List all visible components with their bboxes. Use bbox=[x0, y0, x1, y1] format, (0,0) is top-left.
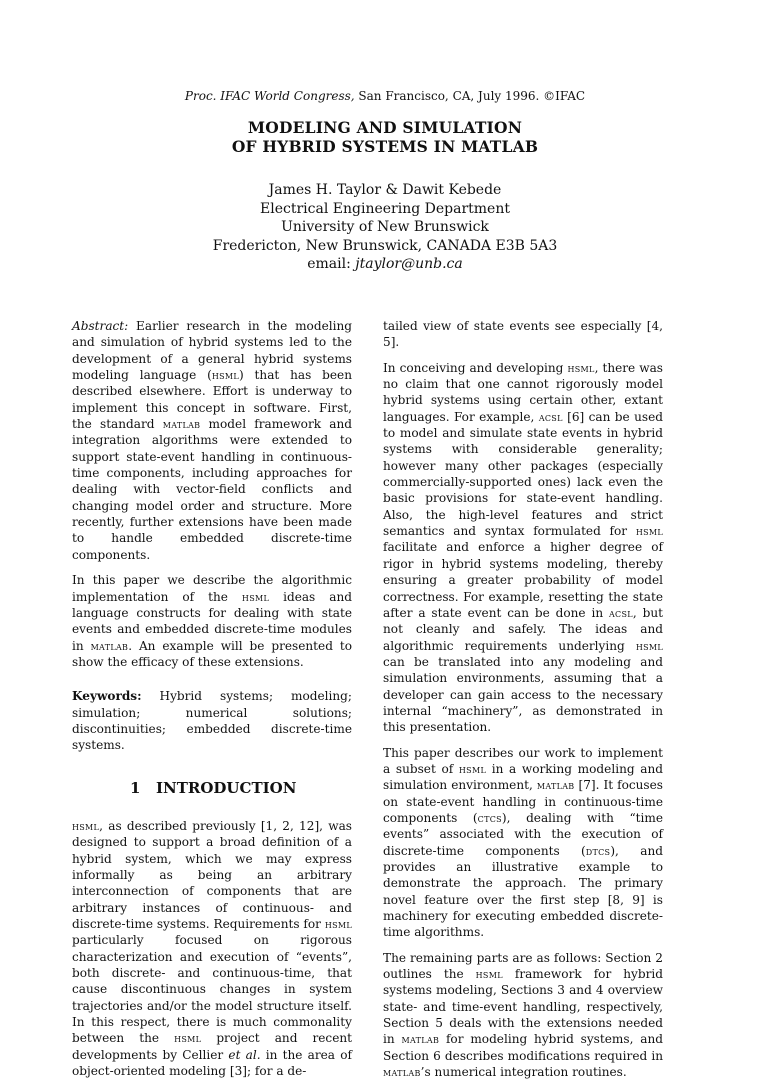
section-heading-introduction bbox=[72, 780, 352, 796]
intro-paragraph-4: The remaining parts are as follows: Section 2 outlines the hsml framework for hybrid systems modeling, Sections 3 and 4 overview state- and time-event handling, respectively, Section 5 deals with the extensions needed in matlab for modeling hybrid systems, and Section 6 describes modifications required in matlab’s numerical integration routines. bbox=[383, 950, 663, 1080]
section-number: 1 bbox=[130, 778, 141, 797]
intro-text-1a: hsml, as described previously [1, 2, 12], was designed to support a broad definition of a hybrid system, which we may express informally as being an arbitrary interconnection of components that are arbitrary instances of continuous- and discrete-time systems. Requirements for hsml particularly focused on rigorous characterization and execution of “events”, both discrete- and continuous-time, that cause discontinuous changes in system trajectories and/or the model structure itself. In this respect, there is much commonality between the hsml project and recent developments by Cellier bbox=[72, 818, 352, 1062]
left-column bbox=[72, 318, 352, 1088]
email-label: email: bbox=[307, 256, 356, 272]
abstract-paragraph-2: In this paper we describe the algorithmic implementation of the hsml ideas and language constructs for dealing with state events and embedded discrete-time modules in matlab. An example will be presented to show the efficacy of these extensions. bbox=[72, 573, 352, 669]
venue-line bbox=[0, 89, 770, 103]
author-email-line bbox=[0, 255, 770, 274]
keywords-text: Hybrid systems; modeling; simulation; numerical solutions; discontinuities; embedded discrete-time systems. bbox=[72, 689, 352, 753]
author-university: University of New Brunswick bbox=[281, 219, 489, 235]
author-names: James H. Taylor & Dawit Kebede bbox=[268, 182, 502, 198]
venue-rest: San Francisco, CA, July 1996. ©IFAC bbox=[354, 89, 586, 103]
author-block bbox=[0, 181, 770, 274]
author-email: jtaylor@unb.ca bbox=[355, 256, 463, 272]
title-line-1: MODELING AND SIMULATION bbox=[247, 118, 523, 137]
intro-text-1b-visible: in the area of object-oriented modeling [3]; for a de- bbox=[72, 1047, 352, 1079]
abstract-paragraph-1 bbox=[72, 318, 352, 563]
intro-continuation: tailed view of state events see especially [4, 5]. bbox=[383, 319, 663, 350]
author-address: Fredericton, New Brunswick, CANADA E3B 5A3 bbox=[212, 237, 558, 254]
venue-italic: Proc. IFAC World Congress, bbox=[184, 89, 355, 103]
intro-et-al: et al. bbox=[228, 1047, 261, 1062]
section-title: INTRODUCTION bbox=[156, 778, 297, 797]
title-line-2: OF HYBRID SYSTEMS IN MATLAB bbox=[231, 137, 539, 156]
abstract-label: Abstract: bbox=[72, 319, 129, 333]
intro-paragraph-1 bbox=[72, 818, 352, 1080]
author-department: Electrical Engineering Department bbox=[260, 200, 510, 217]
abstract-text-1: Earlier research in the modeling and simulation of hybrid systems led to the development of a general hybrid systems modeling language (hsml) that has been described elsewhere. Effort is underway to implement this concept in software. First, the standard matlab model framework and integration algorithms were extended to support state-event handling in continuous-time components, including approaches for dealing with vector-field conflicts and changing model order and structure. More recently, further extensions have been made to handle embedded discrete-time components. bbox=[72, 319, 353, 562]
right-column bbox=[383, 318, 663, 1089]
keywords-label: Keywords: bbox=[72, 689, 142, 704]
intro-paragraph-3: This paper describes our work to implement a subset of hsml in a working modeling and simulation environment, matlab [7]. It focuses on state-event handling in continuous-time components (ctcs), dealing with “time events” associated with the execution of discrete-time components (dtcs), and provides an illustrative example to demonstrate the approach. The primary novel feature over the first step [8, 9] is machinery for executing embedded discrete-time algorithms. bbox=[383, 745, 663, 940]
paper-title bbox=[0, 118, 770, 156]
intro-paragraph-2: In conceiving and developing hsml, there was no claim that one cannot rigorously model hybrid systems using certain other, extant languages. For example, acsl [6] can be used to model and simulate state events in hybrid systems with considerable generality; however many other packages (especially commercially-supported ones) lack even the basic provisions for state-event handling. Also, the high-level features and strict semantics and syntax formulated for hsml facilitate and enforce a higher degree of rigor in hybrid systems modeling, thereby ensuring a greater probability of model correctness. For example, resetting the state after a state event can be done in acsl, but not cleanly and safely. The ideas and algorithmic requirements underlying hsml can be translated into any modeling and simulation environments, assuming that a developer can gain access to the necessary internal “machinery”, as demonstrated in this presentation. bbox=[383, 360, 664, 735]
keywords-paragraph bbox=[72, 688, 352, 753]
